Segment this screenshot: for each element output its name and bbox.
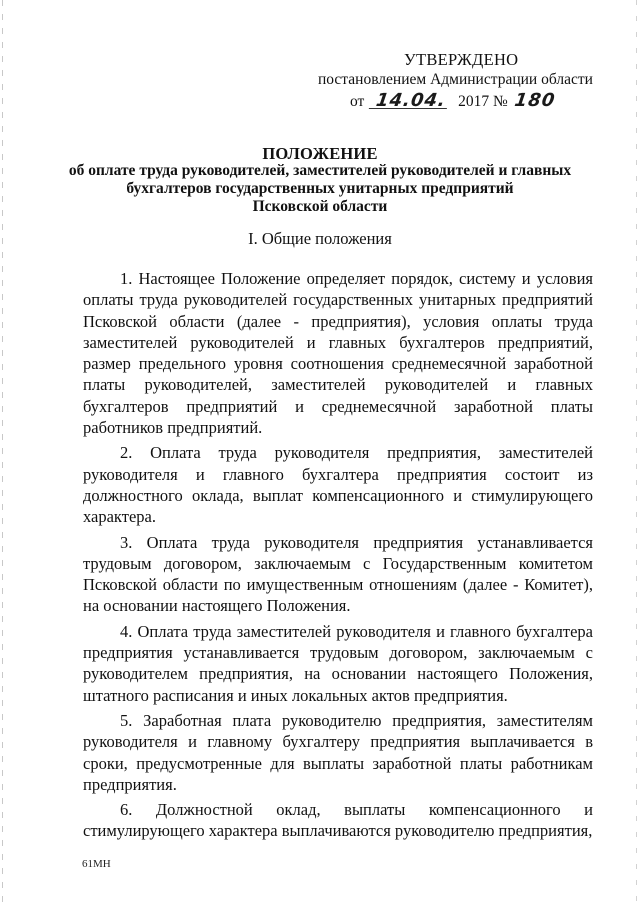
paragraph-3: 3. Оплата труда руководителя предприятия устанавливается трудовым договором, заключаемым с Государственным комитетом Псковской области по имущественным отношениям (далее - Комитет), на основании настоящего Положения. [83,532,593,616]
document-subtitle-line-1: об оплате труда руководителей, заместителей руководителей и главных [68,162,572,179]
approval-year: 2017 № [458,93,508,110]
approval-date-line [350,90,558,111]
scan-edge-left [2,0,3,905]
handwritten-number: 180 [512,90,557,111]
section-title: I. Общие положения [248,229,392,248]
document-title: ПОЛОЖЕНИЕ [262,144,378,163]
handwritten-date: 14.04. [367,90,456,111]
document-body [83,268,593,846]
paragraph-1: 1. Настоящее Положение определяет порядок, систему и условия оплаты труда руководителей государственных унитарных предприятий Псковской области (далее - предприятия), условия оплаты труда заместителей руководителей и главных бухгалтеров предприятий, размер предельного уровня соотношения среднемесячной заработной платы руководителей, заместителей руководителей и главных бухгалтеров предприятий и среднемесячной заработной платы работников предприятий. [83,269,593,438]
paragraph-2: 2. Оплата труда руководителя предприятия, заместителей руководителя и главного бухгалтера предприятия состоит из должностного оклада, выплат компенсационного и стимулирующего характера. [83,443,593,527]
paragraph-4: 4. Оплата труда заместителей руководителя и главного бухгалтера предприятия устанавливается трудовым договором, заключаемым с руководителем предприятия, на основании настоящего Положения, штатного расписания и иных локальных актов предприятия. [83,621,593,705]
approval-prefix: от [350,93,365,110]
paragraph-5: 5. Заработная плата руководителю предприятия, заместителям руководителя и главному бухгалтеру предприятия выплачивается в сроки, предусмотренные для выплаты заработной платы работникам предприятия. [83,710,593,794]
approval-subtitle: постановлением Администрации области [318,71,593,88]
document-subtitle-line-3: Псковской области [252,198,388,215]
scan-edge-right [636,0,637,905]
approval-title: УТВЕРЖДЕНО [404,50,519,69]
document-subtitle-line-2: бухгалтеров государственных унитарных предприятий [126,180,514,197]
footer-code: 61МН [82,858,111,870]
paragraph-6: 6. Должностной оклад, выплаты компенсационного и стимулирующего характера выплачиваются руководителю предприятия, [83,800,593,841]
